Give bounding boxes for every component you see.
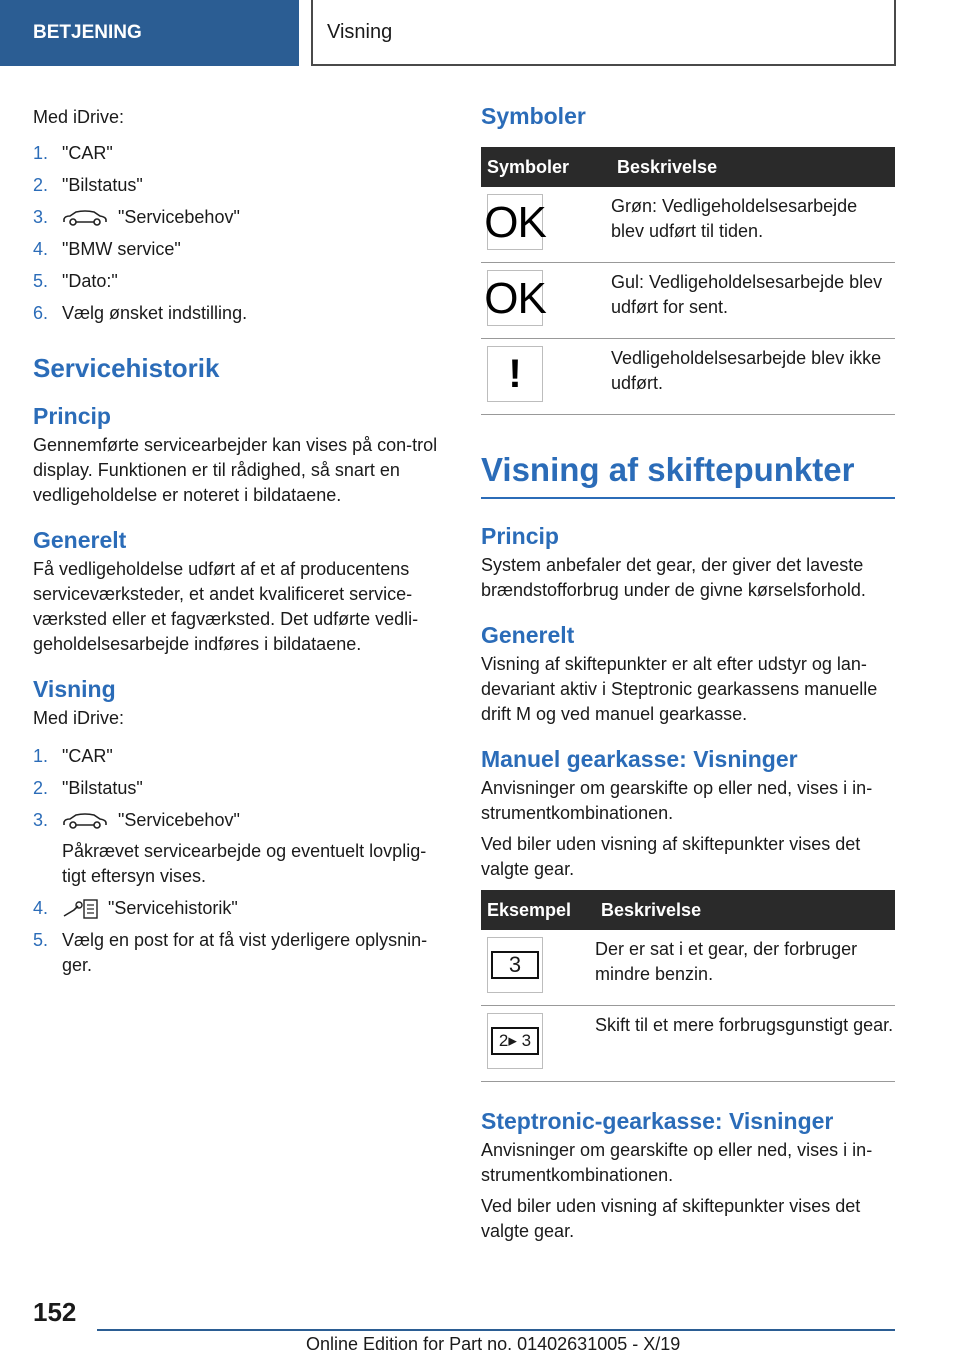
heading-generelt: Generelt — [33, 527, 127, 553]
visning-intro: Med iDrive: — [33, 708, 125, 728]
list-item — [33, 141, 448, 166]
list-number: 3. — [33, 207, 49, 227]
list-text: "BMW service" — [62, 239, 181, 259]
generelt-text: Få vedligeholdelse udført af et af producentens serviceværksteder, et andet kvalificeret service-værksted eller et fagværksted. Det udførte vedli-geholdelsesarbejde indføres i bildataene. — [33, 559, 419, 654]
step-text-2: Ved biler uden visning af skiftepunkter vises det valgte gear. — [481, 1196, 861, 1241]
left-column — [33, 100, 448, 985]
heading-princip-right: Princip — [481, 523, 559, 549]
list-number: 5. — [33, 271, 49, 291]
table-row — [481, 263, 895, 339]
heading-manuel: Manuel gearkasse: Visninger — [481, 746, 798, 772]
list-item — [33, 237, 448, 262]
list-number: 1. — [33, 746, 49, 766]
princip-text-right: System anbefaler det gear, der giver det laveste brændstofforbrug under de givne kørselsforhold. — [481, 555, 866, 600]
table-cell-desc: Der er sat i et gear, der forbruger mindre benzin. — [595, 930, 895, 1006]
list-number: 2. — [33, 175, 49, 195]
list-text: "CAR" — [62, 746, 113, 766]
table-row — [481, 930, 895, 1006]
table-row — [481, 339, 895, 415]
list-item — [33, 205, 448, 230]
gear-3-icon — [487, 937, 543, 993]
table-row — [481, 1006, 895, 1082]
list-text: Vælg en post for at få vist yderligere oplysnin-ger. — [62, 930, 428, 975]
page-number: 152 — [33, 1297, 77, 1327]
header-title-box — [311, 0, 896, 66]
heading-steptronic: Steptronic-gearkasse: Visninger — [481, 1108, 834, 1134]
list-text: "Dato:" — [62, 271, 118, 291]
ok-yellow-icon: OK — [487, 270, 543, 326]
list-item — [33, 301, 448, 326]
manuel-text-1: Anvisninger om gearskifte op eller ned, vises i in-strumentkombinationen. — [481, 778, 873, 823]
list-text: Vælg ønsket indstilling. — [62, 303, 248, 323]
generelt-text-right: Visning af skiftepunkter er alt efter udstyr og lan-devariant aktiv i Steptronic gearkassens manuelle drift M og ved manuel gearkasse. — [481, 654, 878, 724]
section-label: BETJENING — [33, 22, 142, 43]
steps-list-2 — [33, 744, 448, 978]
steps-list-1 — [33, 141, 448, 326]
exclamation-icon: ! — [487, 346, 543, 402]
list-text: "Bilstatus" — [62, 778, 143, 798]
table-header-beskrivelse: Beskrivelse — [595, 890, 895, 930]
footer-edition: Online Edition for Part no. 01402631005 - X/19 — [306, 1334, 681, 1354]
right-column — [481, 100, 895, 1244]
list-text: "CAR" — [62, 143, 113, 163]
gear-shift-label: 2▸ 3 — [491, 1027, 539, 1055]
table-header-beskrivelse: Beskrivelse — [611, 147, 895, 187]
list-number: 4. — [33, 898, 49, 918]
list-item — [33, 269, 448, 294]
list-text: "Servicebehov" — [118, 810, 240, 830]
list-text: "Bilstatus" — [62, 175, 143, 195]
list-item — [33, 173, 448, 198]
table-cell-desc: Skift til et mere forbrugsgunstigt gear. — [595, 1006, 895, 1082]
list-number: 6. — [33, 303, 49, 323]
list-item — [33, 896, 448, 921]
table-row — [481, 187, 895, 263]
table-cell-desc: Vedligeholdelsesarbejde blev ikke udført. — [611, 339, 895, 415]
list-number: 3. — [33, 810, 49, 830]
car-icon — [62, 209, 108, 227]
heading-symboler: Symboler — [481, 103, 586, 129]
list-number: 4. — [33, 239, 49, 259]
list-subtext: Påkrævet servicearbejde og eventuelt lovplig-tigt eftersyn vises. — [62, 841, 427, 886]
list-text: "Servicebehov" — [118, 207, 240, 227]
ok-green-icon: OK — [487, 194, 543, 250]
heading-visning: Visning — [33, 676, 116, 702]
footer-divider — [97, 1329, 895, 1331]
gear-3-label: 3 — [491, 951, 539, 979]
symbol-table — [481, 147, 895, 415]
idrive-intro: Med iDrive: — [33, 107, 125, 127]
section-tab — [0, 0, 299, 66]
gear-shift-up-icon — [487, 1013, 543, 1069]
list-number: 2. — [33, 778, 49, 798]
car-icon — [62, 812, 108, 830]
heading-generelt-right: Generelt — [481, 622, 575, 648]
manuel-text-2: Ved biler uden visning af skiftepunkter vises det valgte gear. — [481, 834, 861, 879]
heading-visning-skiftepunkter: Visning af skiftepunkter — [481, 451, 895, 499]
heading-princip: Princip — [33, 403, 111, 429]
table-header-symboler: Symboler — [481, 147, 611, 187]
table-cell-desc: Grøn: Vedligeholdelsesarbejde blev udført til tiden. — [611, 187, 895, 263]
table-header-eksempel: Eksempel — [481, 890, 595, 930]
list-number: 1. — [33, 143, 49, 163]
table-cell-desc: Gul: Vedligeholdelsesarbejde blev udført for sent. — [611, 263, 895, 339]
list-number: 5. — [33, 930, 49, 950]
list-item — [33, 744, 448, 769]
list-item — [33, 808, 448, 889]
princip-text: Gennemførte servicearbejder kan vises på con-trol display. Funktionen er til rådighed, så snart en vedligeholdelse er noteret i bildataene. — [33, 435, 438, 505]
page-title: Visning — [327, 20, 393, 43]
step-text-1: Anvisninger om gearskifte op eller ned, vises i in-strumentkombinationen. — [481, 1140, 873, 1185]
list-item — [33, 776, 448, 801]
gear-table — [481, 890, 895, 1082]
heading-servicehistorik: Servicehistorik — [33, 353, 220, 383]
list-item — [33, 928, 448, 978]
list-text: "Servicehistorik" — [108, 898, 238, 918]
service-history-icon — [62, 898, 100, 920]
